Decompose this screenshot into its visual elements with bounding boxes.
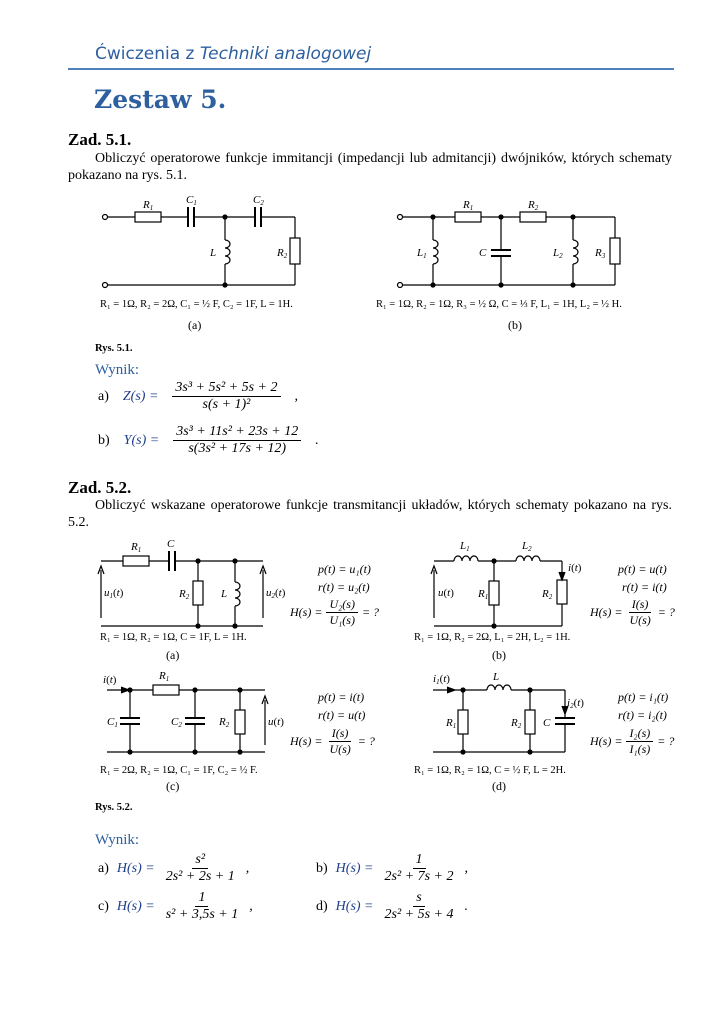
figure-caption-5-1: Rys. 5.1. xyxy=(95,343,133,354)
set-title: Zestaw 5. xyxy=(94,85,227,114)
label-R1: R1 xyxy=(131,541,142,554)
label-u1: u1(t) xyxy=(104,587,124,600)
label-L2: L2 xyxy=(553,247,563,260)
fraction-numerator: 1 xyxy=(195,890,208,907)
label-R1: R1 xyxy=(143,199,154,212)
answer-fraction xyxy=(163,852,238,885)
circuit-5-2d-label: (d) xyxy=(492,779,506,793)
task1-text-body: Obliczyć operatorowe funkcje immitancji (impedancji lub admitancji) dwójników, których schematy pokazano na rys. 5.1. xyxy=(68,151,672,183)
answer-fraction xyxy=(163,890,242,923)
fraction-denominator: I₁(s) xyxy=(629,742,651,756)
relation-r-d: r(t) = i₂(t) xyxy=(618,708,667,722)
answer-lhs: H(s) = xyxy=(116,860,155,876)
fraction-denominator: s(s + 1)² xyxy=(202,397,251,412)
label-i2: i2(t) xyxy=(567,697,584,710)
answer-5-2-a xyxy=(98,852,249,885)
transfer-fraction xyxy=(326,726,353,757)
fraction-denominator: 2s² + 5s + 4 xyxy=(384,907,454,922)
answer-letter: b) xyxy=(98,432,110,448)
label-R2: R2 xyxy=(511,717,522,730)
transfer-tail: = ? xyxy=(361,605,380,619)
fraction-numerator: s xyxy=(413,890,424,907)
circuit-5-1b-label: (b) xyxy=(508,318,522,332)
fraction-numerator: 3s³ + 5s² + 5s + 2 xyxy=(172,380,280,397)
answer-fraction xyxy=(382,890,457,923)
header-prefix: Ćwiczenia z xyxy=(95,44,200,64)
label-i: i(t) xyxy=(568,562,582,574)
label-R2: R2 xyxy=(542,588,553,601)
answer-5-2-c xyxy=(98,890,253,923)
circuit-5-2b-values: R₁ = 1Ω, R₂ = 2Ω, L₁ = 2H, L₂ = 1H. xyxy=(414,632,571,643)
circuit-5-2a xyxy=(95,538,295,630)
running-header xyxy=(95,44,371,64)
label-R2: R2 xyxy=(219,716,230,729)
answer-tail: , xyxy=(249,898,253,914)
answer-fraction xyxy=(172,380,280,413)
circuit-5-1a xyxy=(100,195,330,290)
answer-5-2-d xyxy=(316,890,468,923)
answer-lhs: Y(s) = xyxy=(123,432,160,448)
task2-title: Zad. 5.2. xyxy=(68,478,132,497)
circuit-5-2a-values: R₁ = 1Ω, R₂ = 1Ω, C = 1F, L = 1H. xyxy=(100,632,247,643)
fraction-numerator: I(s) xyxy=(629,597,652,613)
fraction-denominator: 2s² + 2s + 1 xyxy=(165,869,235,884)
label-C1: C1 xyxy=(107,716,118,729)
label-C2: C2 xyxy=(253,195,264,207)
answer-tail: . xyxy=(315,432,319,448)
circuit-5-2c-values: R₁ = 2Ω, R₂ = 1Ω, C₁ = 1F, C₂ = ½ F. xyxy=(100,765,258,776)
transfer-fraction xyxy=(326,597,358,628)
answer-5-1-a xyxy=(98,380,298,413)
circuit-5-2d xyxy=(425,670,605,762)
circuit-5-1a-values: R₁ = 1Ω, R₂ = 2Ω, C₁ = ½ F, C₂ = 1F, L = 1H. xyxy=(100,299,293,310)
label-R3: R3 xyxy=(595,247,606,260)
answer-letter: b) xyxy=(316,860,328,876)
task2-text-body: Obliczyć wskazane operatorowe funkcje transmitancji układów, których schematy pokazano na rys. 5.2. xyxy=(68,498,672,530)
fraction-numerator: 1 xyxy=(413,852,426,869)
circuit-5-2c-label: (c) xyxy=(166,779,180,793)
label-u: u(t) xyxy=(268,716,284,728)
label-C: C xyxy=(167,538,175,550)
fraction-denominator: s² + 3,5s + 1 xyxy=(165,907,239,922)
transfer-c xyxy=(290,726,375,757)
relation-p-a: p(t) = u₁(t) xyxy=(318,562,371,576)
answer-letter: a) xyxy=(98,388,109,404)
relation-r-c: r(t) = u(t) xyxy=(318,708,366,722)
task2-text xyxy=(68,497,672,531)
circuit-5-2b-label: (b) xyxy=(492,648,506,662)
circuit-5-2b xyxy=(428,538,603,630)
label-R2: R2 xyxy=(528,199,539,212)
transfer-lhs: H(s) = xyxy=(590,605,623,619)
label-L1: L1 xyxy=(460,540,470,553)
answer-tail: . xyxy=(464,898,469,914)
transfer-tail: = ? xyxy=(657,734,675,748)
transfer-lhs: H(s) = xyxy=(290,734,323,748)
fraction-denominator: U(s) xyxy=(629,613,651,627)
label-C1: C1 xyxy=(186,195,197,207)
relation-r-b: r(t) = i(t) xyxy=(622,580,667,594)
answer-lhs: H(s) = xyxy=(335,860,374,876)
label-R2: R2 xyxy=(179,588,190,601)
answer-letter: c) xyxy=(98,898,109,914)
transfer-lhs: H(s) = xyxy=(590,734,623,748)
fraction-numerator: U₂(s) xyxy=(326,597,358,613)
circuit-5-1b-values: R₁ = 1Ω, R₂ = 1Ω, R₃ = ½ Ω, C = ⅓ F, L₁ = 1H, L₂ = ½ H. xyxy=(376,299,622,310)
header-course: Techniki analogowej xyxy=(199,44,372,64)
relation-p-c: p(t) = i(t) xyxy=(318,690,365,704)
transfer-tail: = ? xyxy=(657,605,675,619)
label-C: C xyxy=(543,717,551,729)
answer-tail: , xyxy=(464,860,469,876)
label-R2: R2 xyxy=(277,247,288,260)
answer-fraction xyxy=(382,852,457,885)
label-i1: i1(t) xyxy=(433,673,450,686)
transfer-d xyxy=(590,726,674,757)
circuit-5-2d-values: R₁ = 1Ω, R₂ = 1Ω, C = ½ F, L = 2H. xyxy=(414,765,566,776)
answer-5-1-b xyxy=(98,424,319,457)
relation-p-d: p(t) = i₁(t) xyxy=(618,690,669,704)
fraction-denominator: U₁(s) xyxy=(329,613,355,627)
label-L: L xyxy=(221,588,228,600)
label-L2: L2 xyxy=(522,540,532,553)
result-label-5-2: Wynik: xyxy=(95,832,140,848)
answer-lhs: H(s) = xyxy=(335,898,374,914)
answer-letter: d) xyxy=(316,898,328,914)
transfer-fraction xyxy=(626,597,653,628)
task1-text xyxy=(68,150,672,184)
answer-5-2-b xyxy=(316,852,468,885)
label-R1: R1 xyxy=(478,588,489,601)
answer-lhs: H(s) = xyxy=(116,898,155,914)
fraction-numerator: s² xyxy=(192,852,208,869)
figure-caption-5-2: Rys. 5.2. xyxy=(95,802,133,813)
fraction-denominator: 2s² + 7s + 2 xyxy=(384,869,454,884)
label-R1: R1 xyxy=(463,199,474,212)
circuit-5-2c xyxy=(95,670,295,762)
label-L: L xyxy=(210,247,217,259)
circuit-5-2a-label: (a) xyxy=(166,648,180,662)
fraction-denominator: U(s) xyxy=(329,742,351,756)
header-rule xyxy=(68,68,674,70)
transfer-a xyxy=(290,597,379,628)
answer-tail: , xyxy=(294,388,298,404)
label-L: L xyxy=(493,671,500,683)
transfer-fraction xyxy=(626,726,653,757)
label-C: C xyxy=(479,247,487,259)
relation-p-b: p(t) = u(t) xyxy=(618,562,667,576)
circuit-5-1a-label: (a) xyxy=(188,318,202,332)
fraction-numerator: I(s) xyxy=(329,726,352,742)
label-i: i(t) xyxy=(103,674,117,686)
label-u: u(t) xyxy=(438,587,454,599)
fraction-numerator: 3s³ + 11s² + 23s + 12 xyxy=(173,424,301,441)
fraction-denominator: s(3s² + 17s + 12) xyxy=(188,441,287,456)
answer-letter: a) xyxy=(98,860,109,876)
transfer-tail: = ? xyxy=(357,734,375,748)
circuit-5-1b xyxy=(395,195,630,290)
label-L1: L1 xyxy=(417,247,427,260)
fraction-numerator: I₂(s) xyxy=(626,726,653,742)
label-R1: R1 xyxy=(446,717,457,730)
answer-tail: , xyxy=(245,860,250,876)
result-label-5-1: Wynik: xyxy=(95,362,140,378)
relation-r-a: r(t) = u₂(t) xyxy=(318,580,370,594)
answer-lhs: Z(s) = xyxy=(122,388,159,404)
label-R1: R1 xyxy=(159,670,170,683)
transfer-lhs: H(s) = xyxy=(290,605,323,619)
label-u2: u2(t) xyxy=(266,587,286,600)
task1-title: Zad. 5.1. xyxy=(68,130,132,149)
label-C2: C2 xyxy=(171,716,182,729)
answer-fraction xyxy=(173,424,301,457)
transfer-b xyxy=(590,597,675,628)
